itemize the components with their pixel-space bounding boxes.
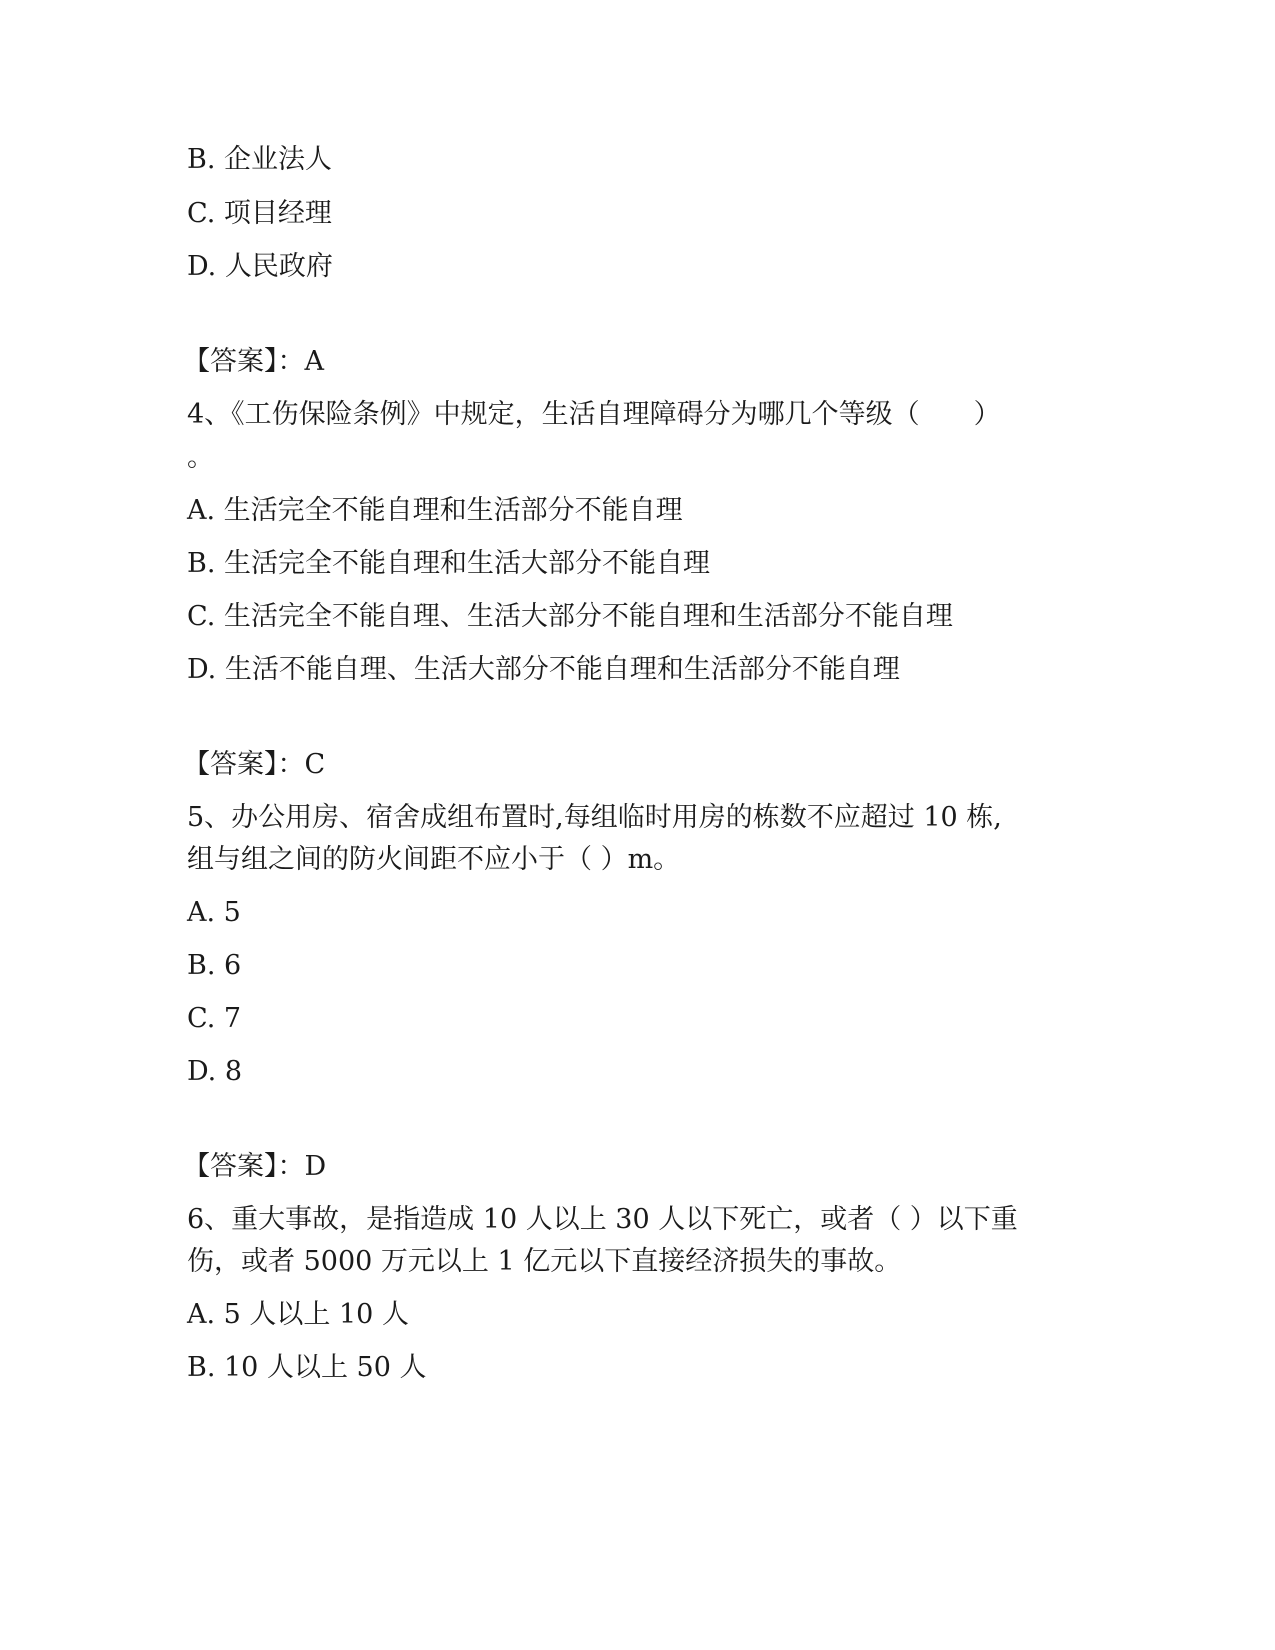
q4-answer: 【答案】：C — [183, 749, 326, 780]
q4-option-b: B. 生活完全不能自理和生活大部分不能自理 — [187, 548, 711, 579]
q3-answer: 【答案】：A — [183, 346, 324, 377]
q5-stem-line-2: 组与组之间的防火间距不应小于（ ）m。 — [187, 844, 681, 875]
q3-option-c: C. 项目经理 — [187, 198, 332, 229]
q5-answer: 【答案】：D — [183, 1151, 327, 1182]
q6-option-a: A. 5 人以上 10 人 — [187, 1299, 409, 1330]
q3-option-d: D. 人民政府 — [187, 251, 333, 282]
q3-option-b: B. 企业法人 — [187, 144, 333, 175]
q4-option-d: D. 生活不能自理、生活大部分不能自理和生活部分不能自理 — [187, 654, 900, 685]
q5-option-c: C. 7 — [187, 1003, 242, 1034]
q6-stem-line-1: 6、重大事故，是指造成 10 人以上 30 人以下死亡，或者（ ）以下重 — [187, 1204, 1018, 1235]
q4-option-a: A. 生活完全不能自理和生活部分不能自理 — [187, 495, 683, 526]
q5-stem-line-1: 5、办公用房、宿舍成组布置时,每组临时用房的栋数不应超过 10 栋, — [187, 802, 1002, 833]
q5-option-a: A. 5 — [187, 897, 241, 928]
q6-option-b: B. 10 人以上 50 人 — [187, 1352, 427, 1383]
q6-stem-line-2: 伤，或者 5000 万元以上 1 亿元以下直接经济损失的事故。 — [187, 1246, 902, 1277]
q5-option-b: B. 6 — [187, 950, 242, 981]
q4-option-c: C. 生活完全不能自理、生活大部分不能自理和生活部分不能自理 — [187, 601, 953, 632]
q4-stem-line-1: 4、《工伤保险条例》中规定，生活自理障碍分为哪几个等级（ ） — [187, 399, 1001, 430]
q4-stem-line-2: 。 — [187, 442, 214, 473]
q5-option-d: D. 8 — [187, 1056, 243, 1087]
